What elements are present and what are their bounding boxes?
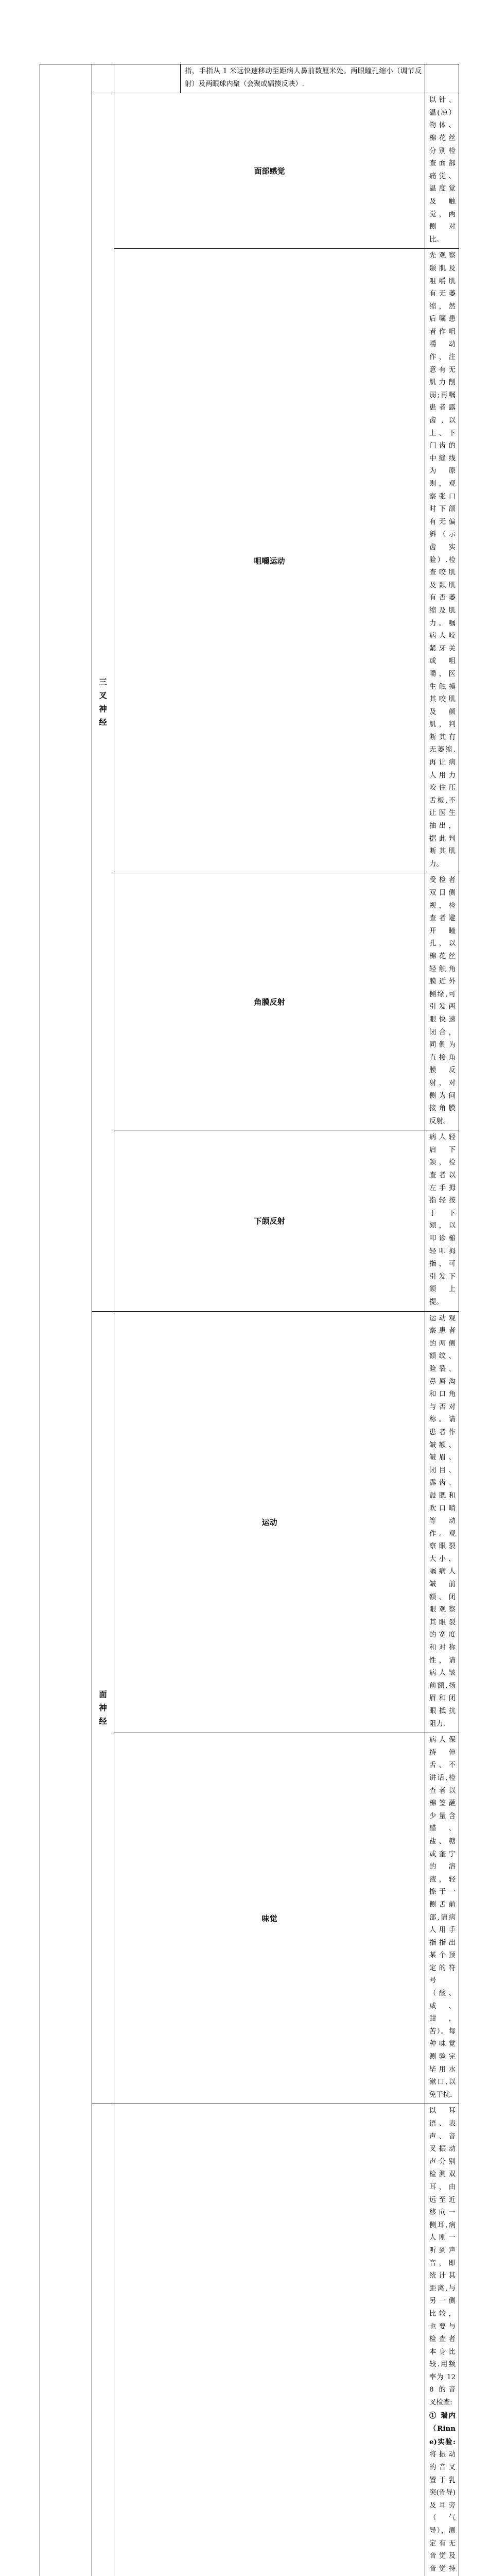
- remark-cell: [425, 64, 459, 93]
- rinne-test-name: ① 瑞内（Rinne)实验:: [429, 2412, 456, 2446]
- group-trigeminal: [92, 93, 114, 1311]
- item-label: [114, 2104, 425, 2576]
- cranial-nerve-exam-table: [40, 64, 459, 2576]
- rinne-test-text: 将振动的音叉置于乳突(骨导)及耳旁（气导），测定有无音觉及音觉持: [429, 2451, 456, 2576]
- table-row: [40, 93, 459, 249]
- item-label: 角膜反射: [114, 873, 425, 1130]
- table-row: [40, 1311, 459, 1733]
- description-cell: 指，手指从 1 米远快速移动至距病人鼻前数厘米处。两眼瞳孔缩小（调节反射）及两眼球内聚（会聚或辐揍反映）.: [181, 64, 425, 93]
- group-label: 三叉神经: [98, 675, 107, 729]
- item-label: 咀嚼运动: [114, 249, 425, 873]
- item-label: 下颌反射: [114, 1130, 425, 1311]
- label-cell-blank: [114, 64, 181, 93]
- table-row: [40, 2104, 459, 2576]
- item-label: 味觉: [114, 1733, 425, 2104]
- description-cell: 受检者双目侧视，检查者避开瞳孔，以棉花丝轻触角膜近外侧缘,可引发两眼快速闭合，同侧为直接角膜反射，对侧为间接角膜反射。: [425, 873, 459, 1130]
- table-row: [40, 64, 459, 93]
- group-label: 面神经: [98, 1688, 107, 1728]
- item-label: 面部感觉: [114, 93, 425, 249]
- description-cell: 病人保持伸舌、不讲话,检查者以棉签蘸少量含醋、盐、糖或奎宁的溶液，轻擦于一侧舌前部,请病人用手指指出某个预定的符号（酸、咸、甜，苦）。每种味觉测验完毕用水漱口,以免干扰.: [425, 1733, 459, 2104]
- group-auditory: [92, 2104, 114, 2576]
- description-cell: 以针、温(凉）物体、棉花丝分别检查面部痛觉、温度觉及触觉，两侧对比。: [425, 93, 459, 249]
- description-cell: 运动观察患者的两侧额纹、睑裂、鼻唇沟和口角与否对称。请患者作皱额、皱眉、闭目、露齿、鼓腮和吹口哨等动作。观察眼裂大小，嘱病人皱前额、闭眼观察其眼裂的宽度和对称性，请病人皱前额,扬眉和闭眼抵抗阻力.: [425, 1311, 459, 1733]
- cochlear-intro: 以耳语、表声、音叉振动声分别检测双耳，由远至近移向一侧耳,病人刚一听到声音，即统计其距离,与另一侧比较，也要与检查者本身比较.用频率为 128 的音叉检查:: [429, 2107, 456, 2406]
- group-facial: [92, 1311, 114, 2104]
- group-cell-blank: [92, 64, 114, 93]
- description-cell: [425, 2104, 459, 2576]
- description-cell: 先观察颞肌及咀嚼肌有无萎缩，然后嘱患者作咀嚼动作，注意有无肌力削弱;再嘱患者露齿,以上、下门齿的中缝线为原则，观察张口时下颌有无偏斜（示齿实验）.检查咬肌及颞肌有否萎缩及肌力。嘱病人咬紧牙关或咀嚼，医生触摸其咬肌及颜肌，判断其有无萎缩.再让病人用力咬住压舌板,不让医生抽出，据此判断其肌力。: [425, 249, 459, 873]
- item-label: 运动: [114, 1311, 425, 1733]
- description-cell: 病人轻启下颌，检查者以左手拇指轻按于下颏，以叩诊槌轻叩拇指，可引发下颌上提。: [425, 1130, 459, 1311]
- document-page: [0, 0, 489, 692]
- outer-blank-cell: [40, 64, 92, 2576]
